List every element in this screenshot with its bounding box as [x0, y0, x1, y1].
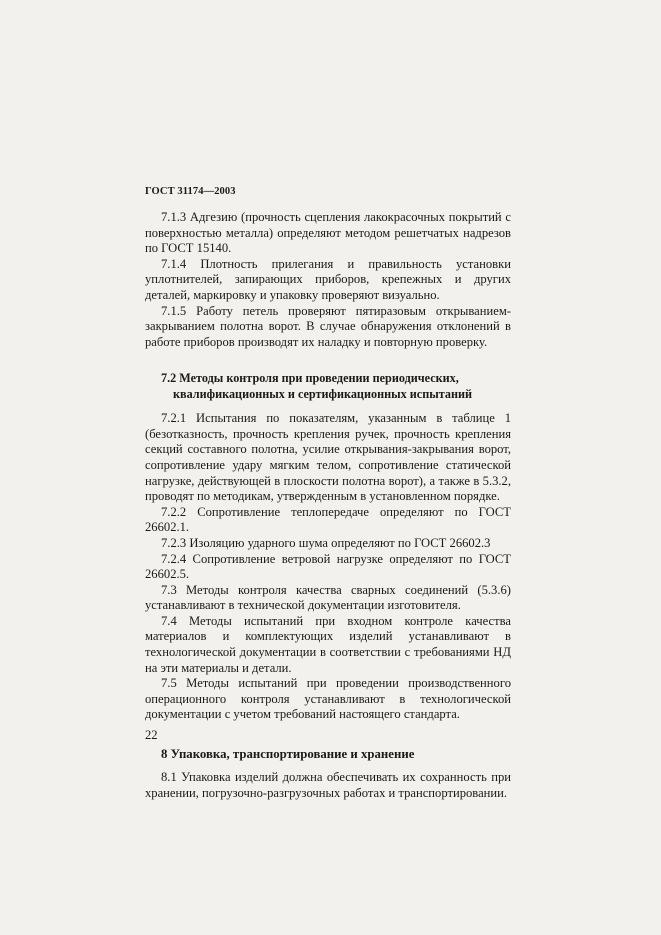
section-heading-7-2-line1: 7.2 Методы контроля при проведении периодических,: [161, 371, 459, 386]
section-heading-7-2: [145, 371, 511, 402]
paragraph-7-2-3: 7.2.3 Изоляцию ударного шума определяют по ГОСТ 26602.3: [161, 535, 491, 550]
paragraph-7-2-1: 7.2.1 Испытания по показателям, указанным в таблице 1 (безотказность, прочность крепления ручек, прочность крепления секций составного полотна, усилие открывания-закрывания ворот, сопротивление удару мягким телом, сопротивление статической нагрузке, действующей в плоскости полотна ворот), а также в 5.3.2, проводят по методикам, утвержденным в установленном порядке.: [145, 411, 511, 504]
paragraph-7-2-4: 7.2.4 Сопротивление ветровой нагрузке определяют по ГОСТ 26602.5.: [145, 551, 511, 582]
section-heading-7-2-line2: квалификационных и сертификационных испытаний: [173, 386, 473, 401]
document-header: ГОСТ 31174—2003: [145, 186, 236, 197]
paragraph-7-3: 7.3 Методы контроля качества сварных соединений (5.3.6) устанавливают в технической документации изготовителя.: [145, 582, 511, 613]
paragraph-7-2-2: 7.2.2 Сопротивление теплопередаче определяют по ГОСТ 26602.1.: [145, 504, 511, 535]
paragraph-7-5: 7.5 Методы испытаний при проведении производственного операционного контроля устанавливают в технологической документации с учетом требований настоящего стандарта.: [145, 676, 511, 722]
paragraph-7-1-4: 7.1.4 Плотность прилегания и правильность установки уплотнителей, запирающих приборов, крепежных и других деталей, маркировку и упаковку проверяют визуально.: [145, 256, 511, 302]
document-body: [145, 210, 511, 801]
paragraph-7-4: 7.4 Методы испытаний при входном контроле качества материалов и комплектующих изделий устанавливают в технологической документации в соответствии с требованиями НД на эти материалы и детали.: [145, 613, 511, 675]
paragraph-7-1-5: 7.1.5 Работу петель проверяют пятиразовым открыванием-закрыванием полотна ворот. В случае обнаружения отклонений в работе приборов производят их наладку и повторную проверку.: [145, 303, 511, 349]
page-number: 22: [145, 728, 158, 742]
section-heading-8: 8 Упаковка, транспортирование и хранение: [161, 747, 415, 762]
paragraph-7-1-3: 7.1.3 Адгезию (прочность сцепления лакокрасочных покрытий с поверхностью металла) определяют методом решетчатых надрезов по ГОСТ 15140.: [145, 210, 511, 256]
paragraph-8-1: 8.1 Упаковка изделий должна обеспечивать их сохранность при хранении, погрузочно-разгрузочных работах и транспортировании.: [145, 770, 511, 800]
